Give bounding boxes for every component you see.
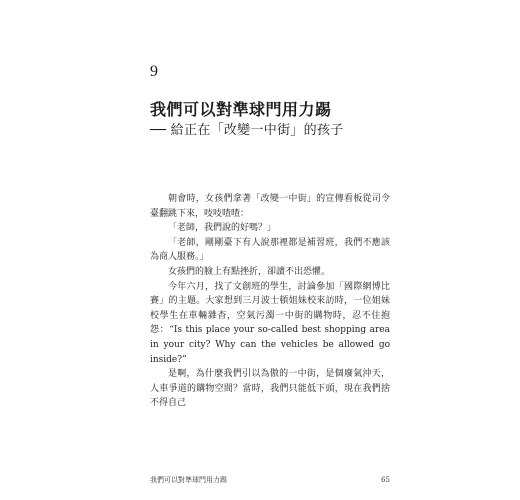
paragraph: 「老師，剛剛臺下有人說那裡都是補習班，我們不應該為商人服務。」	[150, 237, 390, 263]
paragraph: 「老師，我們說的好嗎？」	[168, 223, 277, 234]
chapter-number: 9	[150, 63, 158, 80]
page-number: 65	[381, 476, 390, 484]
paragraph: 女孩們的臉上有點挫折，卻讀不出恐懼。	[168, 266, 331, 277]
paragraph: 是啊，為什麼我們引以為傲的一中街，是個廢氣沖天，人車爭道的購物空間？當時，我們只能低下頭，現在我們捨不得自己	[150, 369, 390, 409]
paragraph: 今年六月，找了文創班的學生，討論參加「國際網博比賽」的主題。大家想到三月波士頓姐妹校來訪時，一位姐妹校學生在車輛雜杳，空氣污濁一中街的購物時，忍不住抱怨：“Is this place your so-called best shopping area in your city? Why can the vehicles be allowed go inside?”	[150, 281, 390, 365]
chapter-title: 我們可以對準球門用力踢	[150, 100, 332, 119]
chapter-subtitle: ── 給正在「改變一中街」的孩子	[150, 123, 344, 138]
running-title: 我們可以對準球門用力踢	[150, 476, 227, 484]
body-text	[150, 192, 390, 411]
paragraph: 朝會時，女孩們拿著「改變一中街」的宣傳看板從司令臺翻跳下來，吱吱喳喳：	[150, 194, 390, 219]
